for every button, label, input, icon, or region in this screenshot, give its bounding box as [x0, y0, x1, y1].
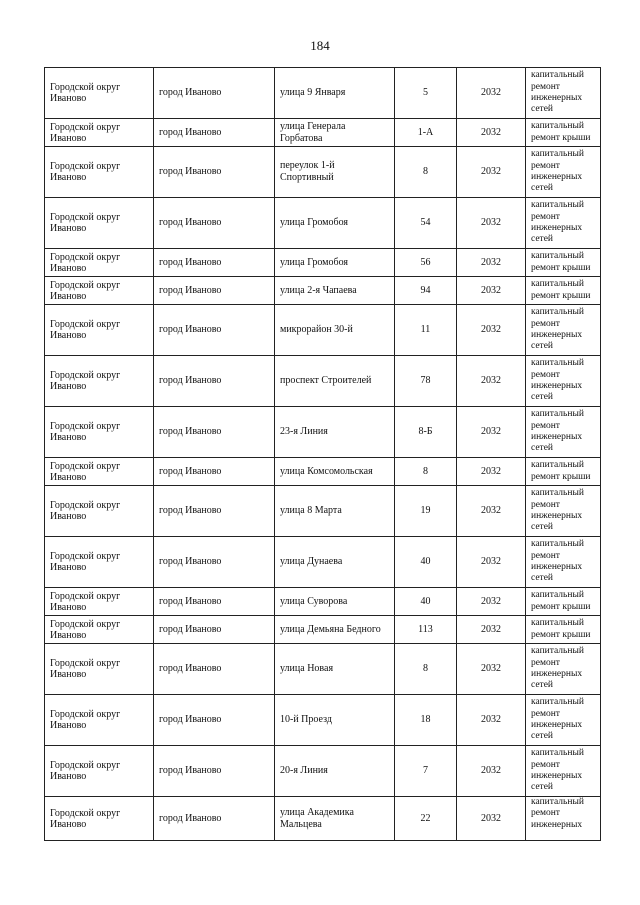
municipality-cell: Городской округ Иваново: [45, 588, 154, 616]
locality-cell: город Иваново: [154, 356, 275, 407]
locality-cell: город Иваново: [154, 277, 275, 305]
planned-year-cell: 2032: [457, 486, 526, 537]
street-address-cell: 10-й Проезд: [275, 695, 395, 746]
municipality-cell: Городской округ Иваново: [45, 458, 154, 486]
repair-type-cell: капитальный ремонт инженерных сетей: [526, 746, 601, 797]
locality-cell: город Иваново: [154, 486, 275, 537]
repair-type-cell: капитальный ремонт инженерных сетей: [526, 644, 601, 695]
planned-year-cell: 2032: [457, 588, 526, 616]
housing-registry-table: [44, 67, 601, 841]
repair-type-cell: капитальный ремонт крыши: [526, 249, 601, 277]
locality-cell: город Иваново: [154, 537, 275, 588]
planned-year-cell: 2032: [457, 797, 526, 841]
street-address-cell: улица Дунаева: [275, 537, 395, 588]
house-number-cell: 19: [395, 486, 457, 537]
locality-cell: город Иваново: [154, 147, 275, 198]
street-address-cell: улица Громобоя: [275, 249, 395, 277]
house-number-cell: 94: [395, 277, 457, 305]
table-row: [45, 198, 601, 249]
street-address-cell: проспект Строителей: [275, 356, 395, 407]
street-address-cell: улица Академика Мальцева: [275, 797, 395, 841]
street-address-cell: 23-я Линия: [275, 407, 395, 458]
house-number-cell: 54: [395, 198, 457, 249]
municipality-cell: Городской округ Иваново: [45, 797, 154, 841]
locality-cell: город Иваново: [154, 119, 275, 147]
street-address-cell: улица 2-я Чапаева: [275, 277, 395, 305]
municipality-cell: Городской округ Иваново: [45, 147, 154, 198]
locality-cell: город Иваново: [154, 588, 275, 616]
house-number-cell: 40: [395, 588, 457, 616]
municipality-cell: Городской округ Иваново: [45, 616, 154, 644]
street-address-cell: переулок 1-й Спортивный: [275, 147, 395, 198]
repair-type-cell: капитальный ремонт инженерных сетей: [526, 356, 601, 407]
planned-year-cell: 2032: [457, 746, 526, 797]
municipality-cell: Городской округ Иваново: [45, 305, 154, 356]
municipality-cell: Городской округ Иваново: [45, 537, 154, 588]
locality-cell: город Иваново: [154, 198, 275, 249]
planned-year-cell: 2032: [457, 198, 526, 249]
municipality-cell: Городской округ Иваново: [45, 407, 154, 458]
house-number-cell: 7: [395, 746, 457, 797]
planned-year-cell: 2032: [457, 68, 526, 119]
street-address-cell: улица 8 Марта: [275, 486, 395, 537]
repair-type-cell: капитальный ремонт крыши: [526, 588, 601, 616]
house-number-cell: 78: [395, 356, 457, 407]
table-row: [45, 588, 601, 616]
municipality-cell: Городской округ Иваново: [45, 249, 154, 277]
table-row: [45, 305, 601, 356]
house-number-cell: 18: [395, 695, 457, 746]
street-address-cell: 20-я Линия: [275, 746, 395, 797]
repair-type-cell: капитальный ремонт инженерных сетей: [526, 305, 601, 356]
repair-type-cell: капитальный ремонт инженерных сетей: [526, 147, 601, 198]
planned-year-cell: 2032: [457, 695, 526, 746]
planned-year-cell: 2032: [457, 119, 526, 147]
planned-year-cell: 2032: [457, 356, 526, 407]
table-row: [45, 147, 601, 198]
planned-year-cell: 2032: [457, 407, 526, 458]
repair-type-cell: капитальный ремонт инженерных сетей: [526, 695, 601, 746]
table-row: [45, 249, 601, 277]
repair-type-cell: капитальный ремонт инженерных сетей: [526, 68, 601, 119]
planned-year-cell: 2032: [457, 537, 526, 588]
locality-cell: город Иваново: [154, 797, 275, 841]
table-row: [45, 746, 601, 797]
locality-cell: город Иваново: [154, 644, 275, 695]
municipality-cell: Городской округ Иваново: [45, 695, 154, 746]
table-row: [45, 407, 601, 458]
locality-cell: город Иваново: [154, 249, 275, 277]
planned-year-cell: 2032: [457, 644, 526, 695]
planned-year-cell: 2032: [457, 277, 526, 305]
registry-table-body: [45, 68, 601, 841]
repair-type-cell: капитальный ремонт крыши: [526, 616, 601, 644]
table-row: [45, 797, 601, 841]
locality-cell: город Иваново: [154, 458, 275, 486]
municipality-cell: Городской округ Иваново: [45, 746, 154, 797]
locality-cell: город Иваново: [154, 746, 275, 797]
table-row: [45, 644, 601, 695]
repair-type-cell: капитальный ремонт крыши: [526, 119, 601, 147]
street-address-cell: улица Громобоя: [275, 198, 395, 249]
table-row: [45, 616, 601, 644]
table-row: [45, 695, 601, 746]
street-address-cell: улица Новая: [275, 644, 395, 695]
street-address-cell: улица Суворова: [275, 588, 395, 616]
house-number-cell: 113: [395, 616, 457, 644]
repair-type-cell: капитальный ремонт инженерных сетей: [526, 537, 601, 588]
house-number-cell: 11: [395, 305, 457, 356]
locality-cell: город Иваново: [154, 695, 275, 746]
table-row: [45, 458, 601, 486]
table-row: [45, 537, 601, 588]
planned-year-cell: 2032: [457, 616, 526, 644]
municipality-cell: Городской округ Иваново: [45, 644, 154, 695]
street-address-cell: улица Генерала Горбатова: [275, 119, 395, 147]
planned-year-cell: 2032: [457, 249, 526, 277]
street-address-cell: микрорайон 30-й: [275, 305, 395, 356]
table-row: [45, 486, 601, 537]
repair-type-cell: капитальный ремонт инженерных сетей: [526, 486, 601, 537]
house-number-cell: 8: [395, 458, 457, 486]
table-row: [45, 356, 601, 407]
locality-cell: город Иваново: [154, 305, 275, 356]
house-number-cell: 8-Б: [395, 407, 457, 458]
municipality-cell: Городской округ Иваново: [45, 356, 154, 407]
planned-year-cell: 2032: [457, 305, 526, 356]
repair-type-cell: капитальный ремонт инженерных сетей: [526, 198, 601, 249]
street-address-cell: улица 9 Января: [275, 68, 395, 119]
repair-type-cell: капитальный ремонт инженерных сетей: [526, 407, 601, 458]
house-number-cell: 40: [395, 537, 457, 588]
house-number-cell: 5: [395, 68, 457, 119]
street-address-cell: улица Комсомольская: [275, 458, 395, 486]
locality-cell: город Иваново: [154, 407, 275, 458]
repair-type-cell: капитальный ремонт крыши: [526, 458, 601, 486]
municipality-cell: Городской округ Иваново: [45, 198, 154, 249]
page-number: 184: [310, 38, 330, 53]
municipality-cell: Городской округ Иваново: [45, 68, 154, 119]
street-address-cell: улица Демьяна Бедного: [275, 616, 395, 644]
municipality-cell: Городской округ Иваново: [45, 119, 154, 147]
table-row: [45, 68, 601, 119]
table-row: [45, 119, 601, 147]
repair-type-cell: капитальный ремонт инженерных: [526, 797, 601, 841]
municipality-cell: Городской округ Иваново: [45, 486, 154, 537]
house-number-cell: 56: [395, 249, 457, 277]
municipality-cell: Городской округ Иваново: [45, 277, 154, 305]
house-number-cell: 1-А: [395, 119, 457, 147]
house-number-cell: 8: [395, 147, 457, 198]
locality-cell: город Иваново: [154, 68, 275, 119]
house-number-cell: 22: [395, 797, 457, 841]
table-row: [45, 277, 601, 305]
repair-type-cell: капитальный ремонт крыши: [526, 277, 601, 305]
planned-year-cell: 2032: [457, 147, 526, 198]
house-number-cell: 8: [395, 644, 457, 695]
planned-year-cell: 2032: [457, 458, 526, 486]
locality-cell: город Иваново: [154, 616, 275, 644]
